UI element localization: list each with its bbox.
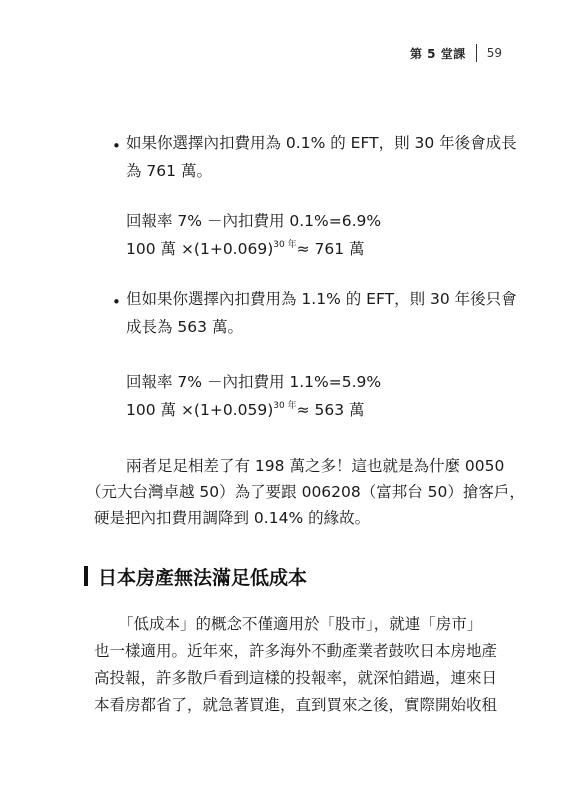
bullet-marker: • — [112, 137, 121, 155]
bullet1-line1: 如果你選擇內扣費用為 0.1% 的 EFT，則 30 年後會成長 — [126, 134, 517, 152]
page-number: 59 — [486, 46, 502, 60]
calc-result: ≈ 563 萬 — [296, 401, 365, 419]
bullet2-calc1: 回報率 7% －內扣費用 1.1%=5.9% — [126, 373, 382, 391]
bullet1-calc2 — [126, 242, 365, 258]
bullet2-calc2 — [126, 403, 365, 419]
paragraph2-line1: 「低成本」的概念不僅適用於「股市」，就連「房市」 — [118, 615, 483, 633]
header-divider — [476, 44, 477, 62]
chapter-label: 第 5 堂課 — [410, 46, 466, 61]
paragraph1-line2: （元大台灣卓越 50）為了要跟 006208（富邦台 50）搶客戶， — [86, 483, 525, 501]
calc-formula: 100 萬 ×(1+0.069) — [126, 240, 274, 258]
exponent: 30 年 — [273, 401, 297, 411]
section-heading: 日本房產無法滿足低成本 — [98, 567, 308, 589]
bullet2-line2: 成長為 563 萬。 — [126, 318, 243, 336]
calc-result: ≈ 761 萬 — [296, 240, 365, 258]
paragraph2-line3: 高投報，許多散戶看到這樣的投報率，就深怕錯過，連來日 — [94, 669, 498, 687]
paragraph1-line3: 硬是把內扣費用調降到 0.14% 的緣故。 — [94, 509, 371, 527]
section-heading-bar — [84, 566, 88, 586]
calc-formula: 100 萬 ×(1+0.059) — [126, 401, 274, 419]
bullet1-line2: 為 761 萬。 — [126, 162, 212, 180]
exponent: 30 年 — [273, 240, 297, 250]
bullet2-line1: 但如果你選擇內扣費用為 1.1% 的 EFT，則 30 年後只會 — [126, 290, 517, 308]
bullet1-calc1: 回報率 7% －內扣費用 0.1%=6.9% — [126, 212, 382, 230]
bullet-marker: • — [112, 293, 121, 311]
running-header — [410, 44, 502, 62]
paragraph1-line1: 兩者足足相差了有 198 萬之多！這也就是為什麼 0050 — [126, 457, 505, 475]
paragraph2-line2: 也一樣適用。近年來，許多海外不動產業者鼓吹日本房地產 — [94, 642, 498, 660]
paragraph2-line4: 本看房都省了，就急著買進，直到買來之後，實際開始收租 — [94, 696, 498, 714]
